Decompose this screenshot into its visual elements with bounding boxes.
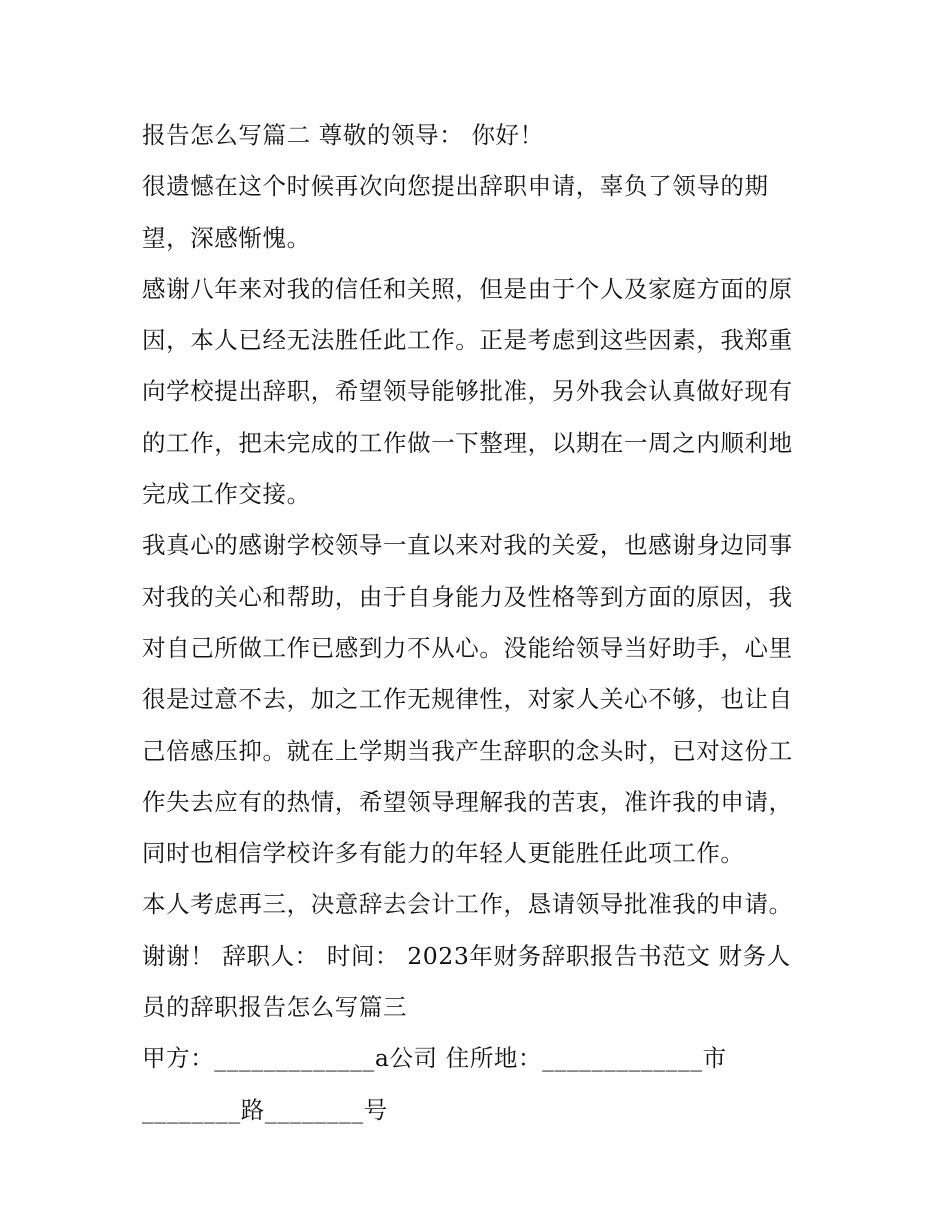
text-line: 很遗憾在这个时候再次向您提出辞职申请，辜负了领导的期 — [142, 172, 769, 201]
text-line: 员的辞职报告怎么写篇三 — [142, 993, 408, 1022]
text-line: 己倍感压抑。就在上学期当我产生辞职的念头时，已对这份工 — [142, 736, 793, 765]
document-body — [142, 110, 822, 1136]
text-line: 谢谢！ 辞职人： 时间： 2023年财务辞职报告书范文 财务人 — [142, 941, 791, 970]
text-line: 向学校提出辞职，希望领导能够批准，另外我会认真做好现有 — [142, 377, 793, 406]
text-line: 对自己所做工作已感到力不从心。没能给领导当好助手，心里 — [142, 633, 793, 662]
text-line: ________路________号 — [142, 1095, 388, 1124]
text-line: 报告怎么写篇二 尊敬的领导： 你好！ — [142, 121, 544, 149]
text-line: 的工作，把未完成的工作做一下整理，以期在一周之内顺利地 — [142, 428, 793, 457]
paragraph-decision — [142, 879, 822, 930]
text-line: 我真心的感谢学校领导一直以来对我的关爱，也感谢身边同事 — [142, 531, 793, 560]
paragraph-party-a — [142, 1033, 822, 1084]
text-line: 完成工作交接。 — [142, 480, 311, 509]
text-line: 作失去应有的热情，希望领导理解我的苦衷，准许我的申请， — [142, 787, 793, 816]
text-line: 同时也相信学校许多有能力的年轻人更能胜任此项工作。 — [142, 839, 745, 868]
paragraph-regret — [142, 161, 822, 264]
paragraph-address — [142, 1085, 822, 1136]
text-line: 很是过意不去，加之工作无规律性，对家人关心不够，也让自 — [142, 685, 793, 714]
text-line: 甲方：_____________a公司 住所地：_____________市 — [142, 1044, 727, 1073]
paragraph-signature — [142, 931, 822, 1034]
paragraph-thanks-reason — [142, 264, 822, 520]
text-line: 望，深感惭愧。 — [142, 223, 311, 252]
paragraph-greeting — [142, 110, 822, 161]
paragraph-gratitude — [142, 520, 822, 879]
text-line: 因，本人已经无法胜任此工作。正是考虑到这些因素，我郑重 — [142, 326, 793, 355]
text-line: 感谢八年来对我的信任和关照，但是由于个人及家庭方面的原 — [142, 274, 793, 303]
text-line: 对我的关心和帮助，由于自身能力及性格等到方面的原因，我 — [142, 582, 793, 611]
text-line: 本人考虑再三，决意辞去会计工作，恳请领导批准我的申请。 — [142, 890, 793, 919]
